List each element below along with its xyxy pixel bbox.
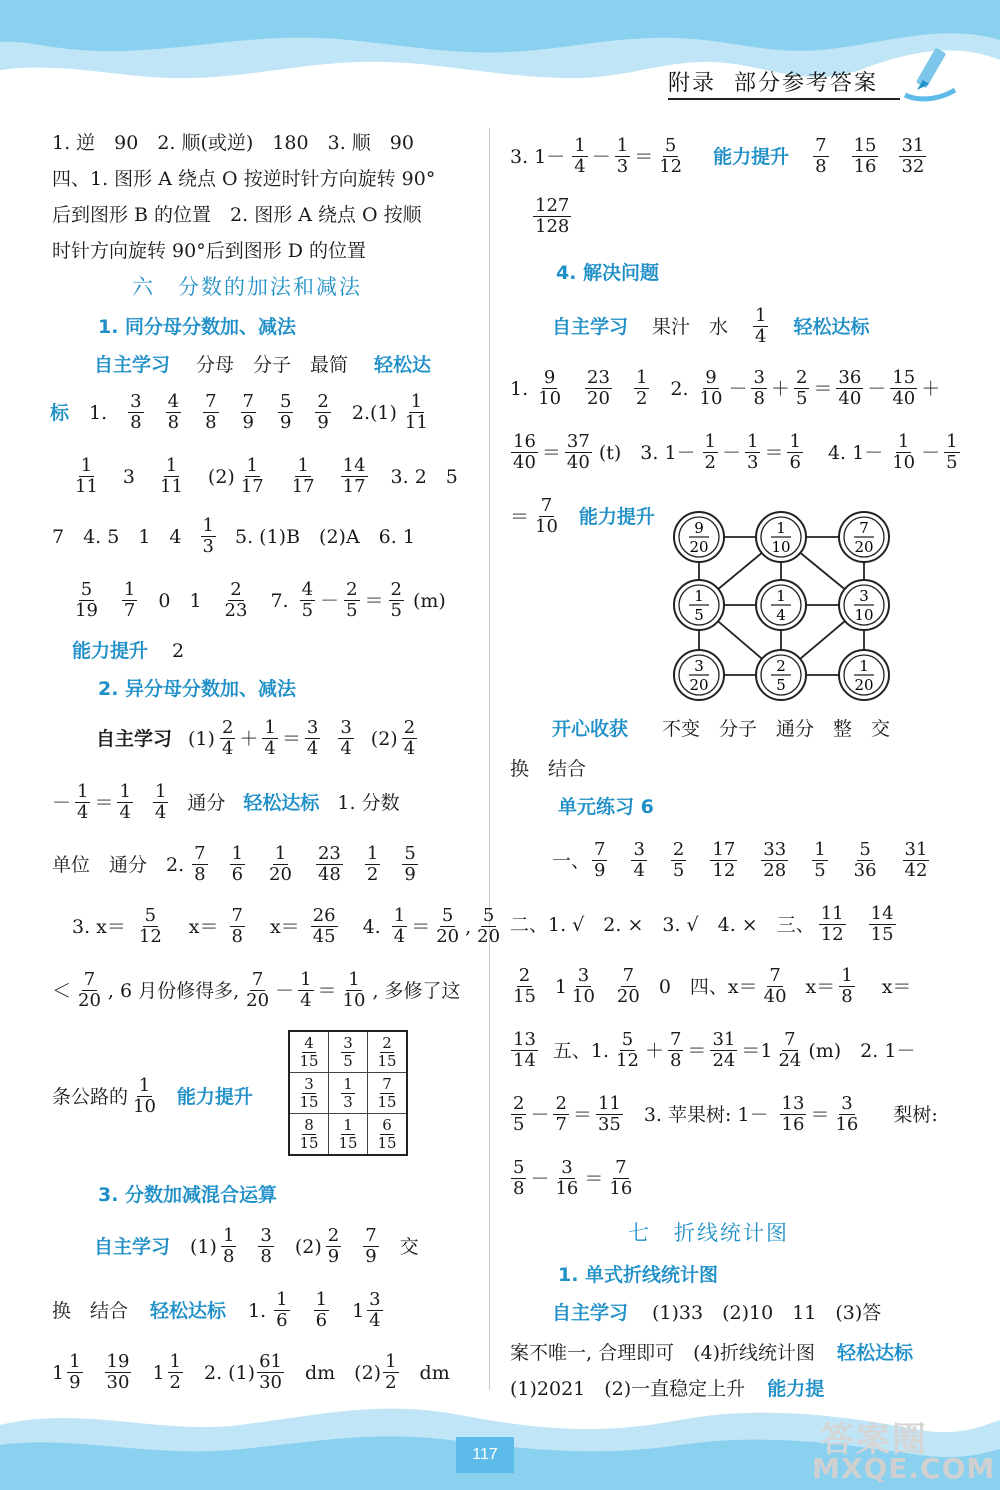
fraction: $\frac{1}{8}$ [222,1225,235,1267]
label-easy-target: 轻松达标 [793,315,870,338]
diagram-node [674,580,724,630]
answer-text: 3. 2 5 [390,465,458,488]
fraction: $\frac{7}{8}$ [231,905,243,947]
label-ability: 能力提升 [176,1085,253,1108]
fraction: $\frac{1}{20}$ [269,843,292,885]
fraction: $\frac{23}{48}$ [317,843,341,885]
magic-square-cell: $\frac{2}{15}$ [368,1031,408,1073]
answer-text: 0 1 [158,589,202,612]
svg-text:3: 3 [694,657,704,675]
answer-text: 交 [399,1235,419,1258]
fraction: $\frac{5}{9}$ [279,391,292,433]
svg-text:1: 1 [859,657,869,675]
item-number: 4. 1－ [827,441,884,464]
magic-square-cell: $\frac{3}{5}$ [329,1031,368,1073]
magic-square-cell: $\frac{1}{15}$ [329,1114,368,1156]
fraction: $\frac{1}{4}$ [154,781,167,823]
answer-text: ＜ [52,979,72,1002]
label-happy-harvest: 开心收获 [552,718,629,740]
fraction: $\frac{5}{36}$ [853,839,877,881]
equation: $\frac{2}{5}$ － $\frac{2}{7}$ ＝ $\frac{11}{35}$ [513,1093,621,1135]
item-number: 1. [89,401,108,424]
item-number: (2) [370,727,398,750]
diagram-node [674,512,724,562]
fraction: $\frac{2}{9}$ [317,391,329,433]
pen-icon [895,40,965,110]
fraction: $\frac{1}{5}$ [814,839,826,881]
label-self-study-bold: 自主学习 [96,727,173,750]
svg-text:5: 5 [776,676,786,694]
equation: $\frac{9}{10}$ － $\frac{3}{8}$ ＋ $\frac{2}{5}$ ＝ $\frac{36}{40}$ － $\frac{15}{40}$ ＋ [699,367,941,409]
diagram-node [839,512,889,562]
magic-square-row [289,1031,407,1073]
fraction: $\frac{1}{6}$ [231,843,244,885]
fraction: $\frac{7}{9}$ [594,839,606,881]
answer-text: 单位 通分 2. [52,853,185,876]
fraction: $\frac{14}{15}$ [870,903,894,945]
column-divider [489,128,490,1390]
fraction: $\frac{7}{9}$ [242,391,254,433]
fraction: $\frac{1}{3}$ [202,515,214,557]
fraction: $\frac{1}{2}$ [635,367,648,409]
label-easy-target-cont: 标 [50,401,70,424]
diagram-node [839,580,889,630]
svg-text:1: 1 [694,587,704,605]
fraction: $\frac{7}{20}$ [616,965,640,1007]
answer-text: dm (2) [305,1361,382,1384]
fraction: $\frac{14}{17}$ [342,455,366,497]
answer-text: 果汁 水 [652,315,729,338]
fraction: $\frac{1}{6}$ [276,1289,288,1331]
answer-text: 条公路的 [52,1085,129,1108]
label-self-study: 自主学习 [94,1235,171,1258]
fraction: $\frac{2}{4}$ [403,717,416,759]
answer-text: 案不唯一, 合理即可 (4)折线统计图 [510,1342,815,1364]
svg-text:20: 20 [689,538,709,556]
answer-text: (1)33 (2)10 11 (3)答 [652,1302,882,1324]
answer-text: 7 4. 5 1 4 [52,525,182,548]
answer-text: 不变 分子 通分 整 交 [662,718,891,740]
answer-text: 通分 [187,791,226,814]
fraction: $\frac{23}{20}$ [587,367,610,409]
label-self-study: 自主学习 [552,315,629,338]
header-appendix: 附录 [668,70,717,96]
subsection-title: 3. 分数加减混合运算 [98,1184,278,1206]
magic-square-cell: $\frac{8}{15}$ [289,1114,329,1156]
svg-text:20: 20 [854,538,874,556]
mixed-number: 1 $\frac{3}{10}$ [554,965,595,1007]
equation: $\frac{1}{2}$ － $\frac{1}{3}$ ＝ $\frac{1}{6}$ [704,431,801,473]
fraction: $\frac{3}{4}$ [340,717,352,759]
equation: $\frac{1}{4}$ ＝ $\frac{5}{20}$ , $\frac{5}{20}$ [393,905,501,947]
label-easy-target: 轻松达标 [150,1299,227,1322]
fraction: $\frac{127}{128}$ [535,195,570,237]
answer-text: 3. x＝ [72,915,126,938]
equation: $\frac{16}{40}$ ＝ $\frac{37}{40}$ [513,431,590,473]
watermark-url: MXQE.COM [812,1452,996,1485]
answer-text: (1)2021 (2)一直稳定上升 [510,1378,746,1400]
magic-square-cell: $\frac{4}{15}$ [289,1031,329,1073]
fraction: $\frac{31}{42}$ [904,839,928,881]
fraction: $\frac{15}{16}$ [853,135,877,177]
equation: $\frac{13}{16}$ ＝ $\frac{3}{16}$ [781,1093,859,1135]
svg-text:7: 7 [859,519,869,537]
unit-text: dm [419,1361,450,1384]
svg-text:9: 9 [694,519,704,537]
magic-square-cell: $\frac{6}{15}$ [368,1114,408,1156]
fraction: $\frac{7}{8}$ [194,843,206,885]
item-number: 1. [248,1299,267,1322]
svg-text:4: 4 [776,606,786,624]
fraction: $\frac{1}{2}$ [385,1351,397,1393]
magic-square-table [288,1030,408,1156]
item-number: 3. 1－ [510,145,566,168]
equation: $\frac{5}{12}$ ＋ $\frac{7}{8}$ ＝ $\frac{31}{24}$ ＝1 $\frac{7}{24}$ [616,1029,802,1071]
svg-text:1: 1 [776,519,786,537]
answer-text: 3 [122,465,135,488]
equation: ＝ $\frac{7}{10}$ [510,495,558,537]
fraction: $\frac{1}{7}$ [123,579,136,621]
header-underline [668,98,900,100]
answer-text: x＝ [805,975,836,998]
fraction: $\frac{7}{8}$ [205,391,217,433]
fraction-circle-diagram [664,505,924,705]
svg-text:20: 20 [854,676,874,694]
fraction: $\frac{9}{10}$ [538,367,562,409]
answer-text: 5. (1)B (2)A 6. 1 [234,525,415,548]
fraction: $\frac{1}{2}$ [366,843,379,885]
answer-text: 换 结合 [52,1299,129,1322]
answer-text: 二、1. √ 2. × 3. √ 4. × 三、 [510,913,815,936]
fraction: $\frac{7}{8}$ [815,135,827,177]
fraction: $\frac{2}{5}$ [672,839,685,881]
fraction: $\frac{1}{11}$ [75,455,98,497]
svg-text:3: 3 [859,587,869,605]
item-number: 2. (1) [204,1361,256,1384]
answer-text: x＝ [269,915,300,938]
label-easy-target: 轻松达标 [243,791,320,814]
item-number: (1) [190,1235,217,1258]
answer-line: 四、1. 图形 A 绕点 O 按逆时针方向旋转 90° [52,168,436,190]
magic-square-cell: $\frac{1}{3}$ [329,1073,368,1114]
item-number: 一、 [552,849,591,872]
fraction: $\frac{7}{40}$ [763,965,787,1007]
subsection-title: 4. 解决问题 [556,262,660,284]
fraction: $\frac{7}{20}$ [78,969,101,1011]
item-number: (2) [294,1235,322,1258]
magic-square-cell: $\frac{3}{15}$ [289,1073,329,1114]
fraction: $\frac{2}{15}$ [513,965,536,1007]
label-self-study: 自主学习 [552,1302,629,1324]
diagram-nodes [674,512,889,700]
fraction: $\frac{3}{4}$ [633,839,645,881]
item-number: 五、1. [552,1039,610,1062]
equation: $\frac{4}{5}$ － $\frac{2}{5}$ ＝ $\frac{2}{5}$ [301,579,402,621]
label-easy-target: 轻松达 [374,354,432,376]
fraction: $\frac{61}{30}$ [259,1351,282,1393]
running-header [668,62,878,100]
item-number: 1. [510,377,529,400]
diagram-node [756,512,806,562]
equation: $\frac{1}{4}$ － $\frac{1}{3}$ ＝ $\frac{5}{12}$ [574,135,683,177]
equation: $\frac{2}{4}$ ＋ $\frac{1}{4}$ ＝ $\frac{3}{4}$ [221,717,319,759]
label-easy-target: 轻松达标 [837,1342,914,1364]
unit-text: (m) [412,589,446,612]
subsection-title: 1. 单式折线统计图 [558,1264,719,1286]
fraction: $\frac{1}{4}$ [755,305,767,347]
magic-square-cell: $\frac{7}{15}$ [368,1073,408,1114]
answer-text: 梨树: [893,1103,938,1126]
answer-text: 换 结合 [510,758,587,780]
svg-text:10: 10 [771,538,791,556]
answer-text: (m) 2. 1－ [808,1039,916,1062]
answer-line: 1. 逆 90 2. 顺(或逆) 180 3. 顺 90 [52,132,414,154]
magic-square-row [289,1114,407,1156]
label-ability: 能力提升 [713,145,790,168]
answer-text: , 6 月份修得多, [107,979,240,1002]
label-ability: 能力提升 [72,640,149,662]
section-title-6: 六 分数的加法和减法 [132,275,362,299]
fraction: $\frac{33}{28}$ [763,839,787,881]
svg-text:2: 2 [776,657,786,675]
mixed-number: 1 $\frac{1}{9}$ [52,1351,81,1393]
diagram-node [756,650,806,700]
fraction: $\frac{3}{8}$ [130,391,142,433]
fraction: $\frac{1}{10}$ [133,1075,156,1117]
magic-square-row [289,1073,407,1114]
diagram-node [756,580,806,630]
watermark-logo: 答案圈 [820,1420,928,1460]
item-number: 4. [362,915,381,938]
svg-text:10: 10 [854,606,874,624]
answer-text: , 多修了这 [372,979,461,1002]
fraction: $\frac{3}{8}$ [260,1225,272,1267]
item-number: 7. [270,589,289,612]
diagram-node [839,650,889,700]
fraction: $\frac{1}{8}$ [841,965,853,1007]
fraction: $\frac{2}{9}$ [327,1225,340,1267]
fraction: $\frac{1}{11}$ [404,391,428,433]
label-ability: 能力提升 [578,505,655,528]
answer-text: x＝ [188,915,219,938]
svg-text:5: 5 [694,606,704,624]
unit-practice-title: 单元练习 6 [558,796,654,818]
fraction: $\frac{2}{23}$ [224,579,248,621]
subsection-title: 1. 同分母分数加、减法 [98,316,297,338]
fraction: $\frac{1}{6}$ [315,1289,328,1331]
label-self-study: 自主学习 [94,354,171,376]
answer-text: 分母 分子 最简 [196,354,349,376]
equation: － $\frac{1}{4}$ ＝ $\frac{1}{4}$ [52,781,131,823]
fraction: $\frac{11}{12}$ [820,903,844,945]
fraction: $\frac{1}{17}$ [291,455,315,497]
answer-text: 3. 苹果树: 1－ [643,1103,769,1126]
answer-text: 2 [172,640,185,662]
item-number: 2.(1) [351,401,397,424]
section-title-7: 七 折线统计图 [628,1221,789,1245]
answer-text: 1. 分数 [337,791,400,814]
fraction: $\frac{5}{9}$ [404,843,416,885]
answer-text: x＝ [881,975,912,998]
diagram-node [674,650,724,700]
mixed-number: 1 $\frac{3}{4}$ [352,1289,381,1331]
mixed-number: 1 $\frac{1}{2}$ [152,1351,181,1393]
answer-line: 时针方向旋转 90°后到图形 D 的位置 [52,240,367,262]
svg-text:1: 1 [776,587,786,605]
fraction: $\frac{19}{30}$ [106,1351,130,1393]
svg-text:20: 20 [689,676,709,694]
answer-text: (t) 3. 1－ [598,441,696,464]
fraction: $\frac{4}{8}$ [167,391,180,433]
equation: $\frac{5}{8}$ － $\frac{3}{16}$ ＝ $\frac{7}{16}$ [513,1157,633,1199]
item-number: 2. [670,377,689,400]
item-number: (1) [188,727,215,750]
fraction: $\frac{13}{14}$ [513,1029,536,1071]
fraction: $\frac{26}{45}$ [312,905,336,947]
fraction: $\frac{1}{17}$ [240,455,264,497]
page-number: 117 [456,1437,514,1473]
fraction: $\frac{5}{19}$ [75,579,98,621]
fraction: $\frac{7}{9}$ [365,1225,377,1267]
fraction: $\frac{17}{12}$ [712,839,736,881]
subsection-title: 2. 异分母分数加、减法 [98,678,297,700]
fraction: $\frac{31}{32}$ [901,135,925,177]
answer-line: 后到图形 B 的位置 2. 图形 A 绕点 O 按顺 [52,204,422,226]
equation: $\frac{7}{20}$ － $\frac{1}{4}$ ＝ $\frac{1}{10}$ [246,969,366,1011]
fraction: $\frac{5}{12}$ [138,905,162,947]
answer-text: 0 四、x＝ [658,975,758,998]
header-title: 部分参考答案 [734,70,879,96]
answer-text: (2) [207,465,235,488]
equation: $\frac{1}{10}$ － $\frac{1}{5}$ [892,431,958,473]
fraction: $\frac{1}{11}$ [160,455,183,497]
label-ability-cut: 能力提 [767,1378,825,1400]
